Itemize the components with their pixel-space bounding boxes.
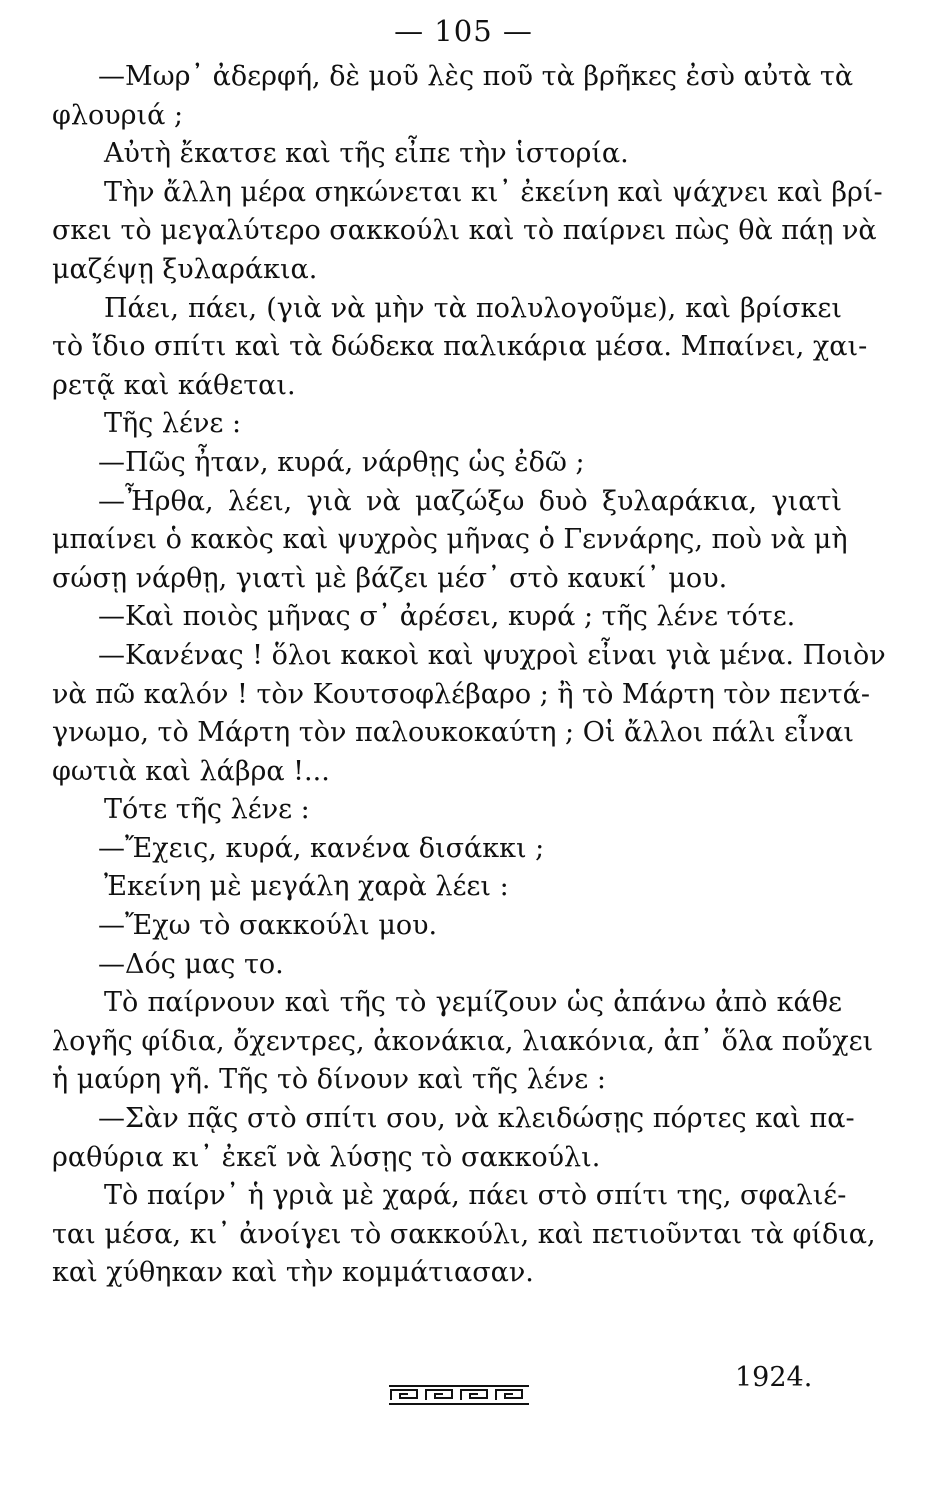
text-line: Αὐτὴ ἔκατσε καὶ τῆς εἶπε τὴν ἱστορία. [104,138,629,170]
text-line: ραθύρια κι᾽ ἐκεῖ νὰ λύσῃς τὸ σακκούλι. [52,1141,601,1173]
text-line: Τὸ παίρνουν καὶ τῆς τὸ γεμίζουν ὡς ἀπάνω ἀπὸ κάθε [104,987,842,1019]
text-line: —Μωρ᾽ ἀδερφή, δὲ μοῦ λὲς ποῦ τὰ βρῆκες ἐσὺ αὐτὰ τὰ [98,61,854,92]
text-line: τὸ ἴδιο σπίτι καὶ τὰ δώδεκα παλικάρια μέσα. Μπαίνει, χαι- [52,331,868,363]
text-line: καὶ χύθηκαν καὶ τὴν κομμάτιασαν. [52,1257,534,1289]
text-line: Ἐκείνη μὲ μεγάλη χαρὰ λέει : [104,871,509,903]
date-year: 1924. [735,1362,813,1393]
body-text [52,58,886,1293]
text-line: σκει τὸ μεγαλύτερο σακκούλι καὶ τὸ παίρνει πὼς θὰ πάῃ νὰ [52,215,877,247]
text-line: —Ἔχεις, κυρά, κανένα δισάκκι ; [98,832,545,864]
text-line: ἡ μαύρη γῆ. Τῆς τὸ δίνουν καὶ τῆς λένε : [52,1064,606,1096]
text-line: —Κανένας ! ὅλοι κακοὶ καὶ ψυχροὶ εἶναι γιὰ μένα. Ποιὸν [98,639,886,671]
text-line: φωτιὰ καὶ λάβρα !... [52,755,330,787]
text-line: —Ἦρθα, λέει, γιὰ νὰ μαζώξω δυὸ ξυλαράκια, γιατὶ [98,485,842,517]
text-line: μπαίνει ὁ κακὸς καὶ ψυχρὸς μῆνας ὁ Γεννάρης, ποὺ νὰ μὴ [52,524,848,556]
text-line: —Καὶ ποιὸς μῆνας σ᾽ ἀρέσει, κυρά ; τῆς λένε τότε. [98,601,796,633]
text-line: —Πῶς ἦταν, κυρά, νάρθῃς ὡς ἐδῶ ; [98,446,585,478]
text-line: —Σὰν πᾷς στὸ σπίτι σου, νὰ κλειδώσῃς πόρτες καὶ πα- [98,1103,855,1135]
text-line: σώσῃ νάρθῃ, γιατὶ μὲ βάζει μέσ᾽ στὸ καυκί᾽ μου. [52,562,728,594]
text-line: Τὴν ἄλλη μέρα σηκώνεται κι᾽ ἐκείνη καὶ ψάχνει καὶ βρί- [104,176,883,208]
text-line: Τὸ παίρν᾽ ἡ γριὰ μὲ χαρά, πάει στὸ σπίτι της, σφαλιέ- [104,1180,847,1212]
text-line: ται μέσα, κι᾽ ἀνοίγει τὸ σακκούλι, καὶ πετιοῦνται τὰ φίδια, [52,1218,876,1250]
greek-key-ornament [388,1384,530,1406]
page-number: — 105 — [394,14,533,48]
text-line: λογῆς φίδια, ὄχεντρες, ἀκονάκια, λιακόνια, ἀπ᾽ ὅλα ποὔχει [52,1025,874,1057]
text-line: Πάει, πάει, (γιὰ νὰ μὴν τὰ πολυλογοῦμε), καὶ βρίσκει [104,292,842,324]
text-line: μαζέψῃ ξυλαράκια. [52,253,318,285]
text-line: ρετᾷ καὶ κάθεται. [52,369,296,401]
text-line: —Δός μας το. [98,948,284,980]
text-line: —Ἔχω τὸ σακκούλι μου. [98,910,438,942]
text-line: νὰ πῶ καλόν ! τὸν Κουτσοφλέβαρο ; ἢ τὸ Μάρτη τὸν πεντά- [52,678,870,710]
text-line: γνωμο, τὸ Μάρτη τὸν παλουκοκαύτη ; Οἱ ἄλλοι πάλι εἶναι [52,717,854,749]
text-line: Τότε τῆς λένε : [104,794,310,826]
text-line: φλουριά ; [52,99,184,131]
text-line: Τῆς λένε : [104,408,242,440]
